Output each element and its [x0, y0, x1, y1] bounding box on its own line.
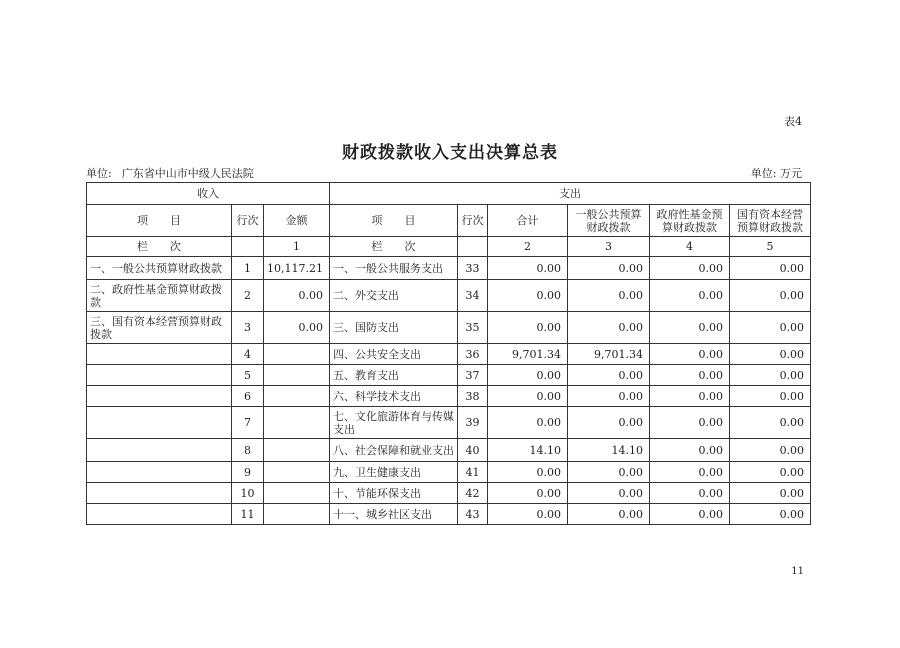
income-col-label: 栏 次 — [87, 237, 232, 257]
expense-col-label: 栏 次 — [330, 237, 458, 257]
income-amount — [264, 344, 330, 365]
total-amount: 0.00 — [488, 365, 568, 386]
general-budget-amount: 0.00 — [568, 407, 650, 439]
budget-table — [86, 182, 811, 525]
general-budget-amount: 0.00 — [568, 483, 650, 504]
state-capital-header: 国有资本经营预算财政拨款 — [730, 205, 811, 237]
gov-fund-amount: 0.00 — [650, 439, 730, 462]
income-row-no: 9 — [232, 462, 264, 483]
income-row-no: 11 — [232, 504, 264, 525]
table-row — [87, 439, 811, 462]
expense-item: 十一、城乡社区支出 — [330, 504, 458, 525]
general-budget-header: 一般公共预算财政拨款 — [568, 205, 650, 237]
table-row — [87, 504, 811, 525]
state-capital-amount: 0.00 — [730, 312, 811, 344]
table-row — [87, 312, 811, 344]
expense-item: 一、一般公共服务支出 — [330, 257, 458, 280]
state-capital-amount: 0.00 — [730, 344, 811, 365]
expense-item: 七、文化旅游体育与传媒支出 — [330, 407, 458, 439]
total-amount: 0.00 — [488, 462, 568, 483]
expense-row-no: 40 — [458, 439, 488, 462]
expense-item: 六、科学技术支出 — [330, 386, 458, 407]
general-budget-amount: 0.00 — [568, 280, 650, 312]
expense-item: 八、社会保障和就业支出 — [330, 439, 458, 462]
expense-header: 支出 — [330, 183, 811, 205]
total-amount: 0.00 — [488, 407, 568, 439]
general-budget-amount: 0.00 — [568, 386, 650, 407]
state-capital-amount: 0.00 — [730, 462, 811, 483]
total-amount: 0.00 — [488, 504, 568, 525]
total-amount: 0.00 — [488, 386, 568, 407]
gov-fund-amount: 0.00 — [650, 344, 730, 365]
income-row-no: 3 — [232, 312, 264, 344]
gov-fund-amount: 0.00 — [650, 312, 730, 344]
state-capital-amount: 0.00 — [730, 280, 811, 312]
expense-item: 九、卫生健康支出 — [330, 462, 458, 483]
total-amount: 0.00 — [488, 483, 568, 504]
gov-fund-amount: 0.00 — [650, 280, 730, 312]
income-amount — [264, 365, 330, 386]
page-title: 财政拨款收入支出决算总表 — [342, 143, 558, 163]
general-budget-amount: 9,701.34 — [568, 344, 650, 365]
header-row-index — [87, 237, 811, 257]
table-row — [87, 386, 811, 407]
total-header: 合计 — [488, 205, 568, 237]
state-capital-amount: 0.00 — [730, 257, 811, 280]
income-rowno-header: 行次 — [232, 205, 264, 237]
income-item: 三、国有资本经营预算财政拨款 — [87, 312, 232, 344]
income-item — [87, 386, 232, 407]
income-row-no: 5 — [232, 365, 264, 386]
income-item — [87, 483, 232, 504]
income-item — [87, 462, 232, 483]
state-capital-amount: 0.00 — [730, 483, 811, 504]
income-item-header: 项 目 — [87, 205, 232, 237]
header-row-group — [87, 183, 811, 205]
table-row — [87, 280, 811, 312]
table-row — [87, 407, 811, 439]
income-item — [87, 504, 232, 525]
gov-fund-amount: 0.00 — [650, 365, 730, 386]
state-capital-amount: 0.00 — [730, 504, 811, 525]
table-row — [87, 462, 811, 483]
income-amount — [264, 439, 330, 462]
gov-fund-amount: 0.00 — [650, 504, 730, 525]
org-name: 广东省中山市中级人民法院 — [121, 167, 254, 180]
income-row-no: 2 — [232, 280, 264, 312]
expense-item: 三、国防支出 — [330, 312, 458, 344]
expense-row-no: 43 — [458, 504, 488, 525]
income-amount — [264, 483, 330, 504]
income-amount — [264, 504, 330, 525]
income-header: 收入 — [87, 183, 330, 205]
expense-row-no: 36 — [458, 344, 488, 365]
col-index-5: 5 — [730, 237, 811, 257]
gov-fund-amount: 0.00 — [650, 407, 730, 439]
expense-item: 五、教育支出 — [330, 365, 458, 386]
income-row-no: 8 — [232, 439, 264, 462]
income-amount: 0.00 — [264, 280, 330, 312]
gov-fund-amount: 0.00 — [650, 257, 730, 280]
total-amount: 0.00 — [488, 257, 568, 280]
table-number: 表4 — [784, 115, 802, 128]
total-amount: 14.10 — [488, 439, 568, 462]
expense-rowno-header: 行次 — [458, 205, 488, 237]
expense-row-no: 42 — [458, 483, 488, 504]
page-number: 11 — [791, 566, 804, 577]
header-row-columns — [87, 205, 811, 237]
expense-row-no: 34 — [458, 280, 488, 312]
income-amount: 0.00 — [264, 312, 330, 344]
table-row — [87, 257, 811, 280]
total-amount: 0.00 — [488, 312, 568, 344]
state-capital-amount: 0.00 — [730, 407, 811, 439]
table-row — [87, 344, 811, 365]
empty-cell — [232, 237, 264, 257]
currency-unit: 单位: 万元 — [750, 167, 802, 180]
gov-fund-header: 政府性基金预算财政拨款 — [650, 205, 730, 237]
state-capital-amount: 0.00 — [730, 365, 811, 386]
total-amount: 9,701.34 — [488, 344, 568, 365]
income-item — [87, 365, 232, 386]
income-item — [87, 439, 232, 462]
gov-fund-amount: 0.00 — [650, 462, 730, 483]
expense-row-no: 35 — [458, 312, 488, 344]
expense-row-no: 41 — [458, 462, 488, 483]
general-budget-amount: 14.10 — [568, 439, 650, 462]
income-row-no: 1 — [232, 257, 264, 280]
income-amount — [264, 386, 330, 407]
income-row-no: 7 — [232, 407, 264, 439]
income-row-no: 4 — [232, 344, 264, 365]
col-index-2: 2 — [488, 237, 568, 257]
income-amount-header: 金额 — [264, 205, 330, 237]
state-capital-amount: 0.00 — [730, 439, 811, 462]
income-item — [87, 344, 232, 365]
general-budget-amount: 0.00 — [568, 365, 650, 386]
general-budget-amount: 0.00 — [568, 504, 650, 525]
income-item — [87, 407, 232, 439]
expense-row-no: 39 — [458, 407, 488, 439]
income-item: 二、政府性基金预算财政拨款 — [87, 280, 232, 312]
income-amount: 10,117.21 — [264, 257, 330, 280]
col-index-4: 4 — [650, 237, 730, 257]
income-amount — [264, 407, 330, 439]
general-budget-amount: 0.00 — [568, 312, 650, 344]
income-amount — [264, 462, 330, 483]
expense-item: 四、公共安全支出 — [330, 344, 458, 365]
gov-fund-amount: 0.00 — [650, 483, 730, 504]
col-index-1: 1 — [264, 237, 330, 257]
expense-row-no: 33 — [458, 257, 488, 280]
empty-cell — [458, 237, 488, 257]
unit-label: 单位: — [86, 167, 112, 180]
expense-row-no: 38 — [458, 386, 488, 407]
table-row — [87, 365, 811, 386]
expense-item-header: 项 目 — [330, 205, 458, 237]
gov-fund-amount: 0.00 — [650, 386, 730, 407]
expense-row-no: 37 — [458, 365, 488, 386]
expense-item: 二、外交支出 — [330, 280, 458, 312]
table-row — [87, 483, 811, 504]
income-row-no: 6 — [232, 386, 264, 407]
org-line — [86, 165, 254, 181]
expense-item: 十、节能环保支出 — [330, 483, 458, 504]
col-index-3: 3 — [568, 237, 650, 257]
total-amount: 0.00 — [488, 280, 568, 312]
income-item: 一、一般公共预算财政拨款 — [87, 257, 232, 280]
general-budget-amount: 0.00 — [568, 462, 650, 483]
state-capital-amount: 0.00 — [730, 386, 811, 407]
income-row-no: 10 — [232, 483, 264, 504]
general-budget-amount: 0.00 — [568, 257, 650, 280]
